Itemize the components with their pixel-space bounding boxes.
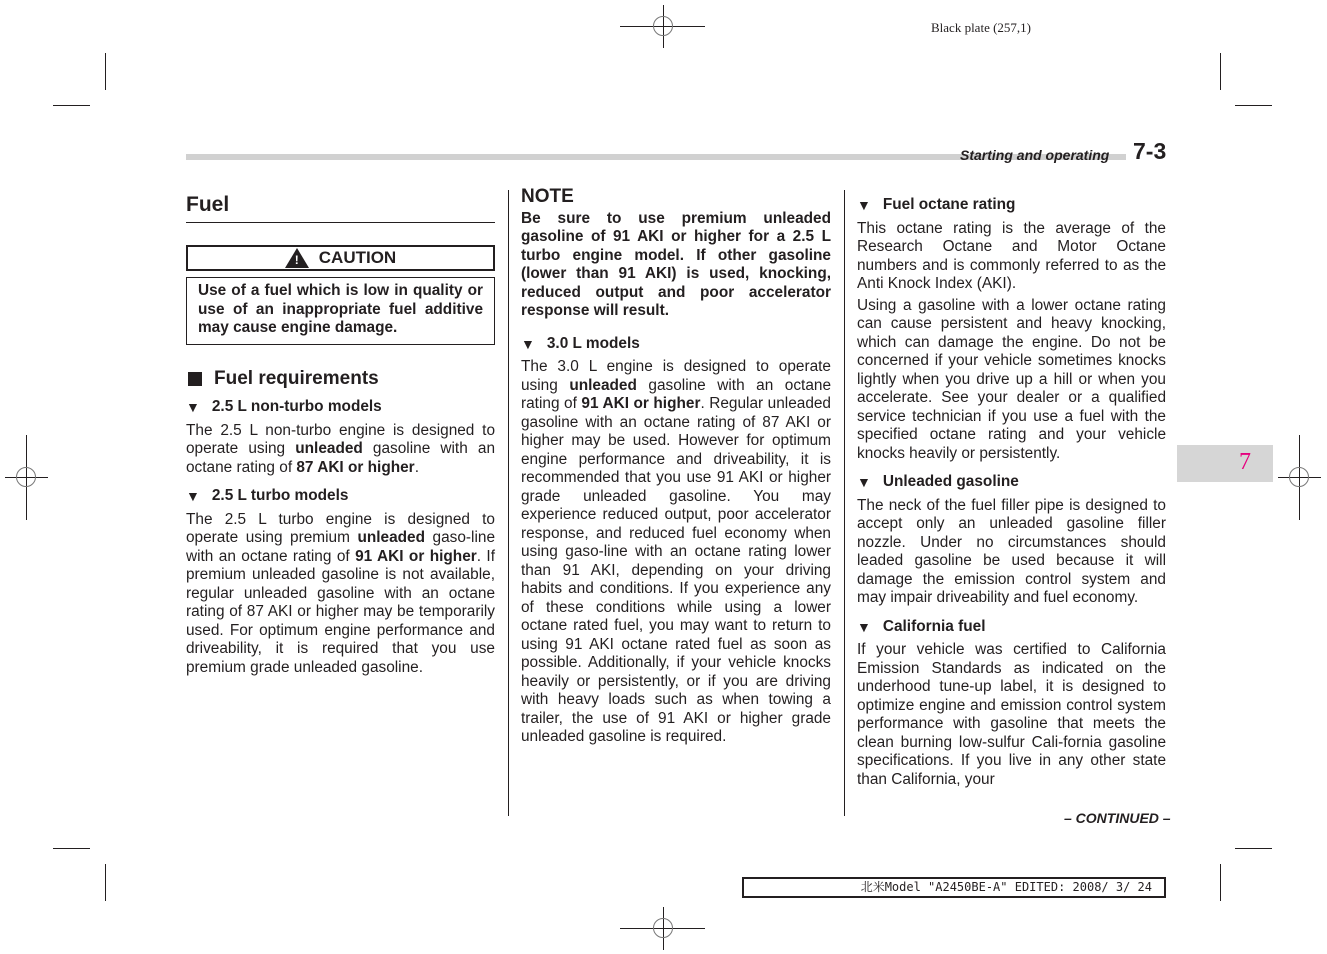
crop-mark <box>53 105 90 106</box>
subsection-heading: ▼ Unleaded gasoline <box>857 473 1019 490</box>
section-heading: Fuel requirements <box>186 370 495 389</box>
crop-mark <box>105 864 106 901</box>
plate-label: Black plate (257,1) <box>931 20 1031 35</box>
note-title: NOTE <box>521 186 574 207</box>
crop-mark <box>1220 864 1221 901</box>
paragraph: If your vehicle was certified to California Emission Standards as indicated on the underhood tune-up label, it is designed to optimize engine and emission control system performance with gasoline that meets the clean burning low-sulfur Cali-fornia gasoline specifications. If you live in any other state than California, your <box>857 641 1166 788</box>
column-1 <box>186 190 495 677</box>
triangle-down-icon: ▼ <box>857 618 871 635</box>
triangle-down-icon: ▼ <box>521 335 535 352</box>
chapter-tab-number: 7 <box>1239 449 1251 475</box>
page-number: 7-3 <box>1133 138 1167 164</box>
triangle-down-icon: ▼ <box>186 488 200 504</box>
model-info-box: 北米Model "A2450BE-A" EDITED: 2008/ 3/ 24 <box>742 877 1166 898</box>
column-divider <box>508 190 509 816</box>
crop-mark <box>1235 848 1272 849</box>
paragraph: The neck of the fuel filler pipe is designed to accept only an unleaded gasoline filler nozzle. Under no circumstances should leaded gasoline be used because it will damage the emission control system and may impair driveability and fuel economy. <box>857 496 1166 606</box>
page-title: Fuel <box>186 190 495 223</box>
column-divider <box>844 190 845 816</box>
caution-text: Use of a fuel which is low in quality or use of an inappropriate fuel additive may cause engine damage. <box>198 282 483 336</box>
square-bullet-icon <box>188 372 202 386</box>
caution-header <box>186 245 495 271</box>
paragraph: The 2.5 L non-turbo engine is designed to operate using unleaded gasoline with an octane rating of 87 AKI or higher. <box>186 421 496 476</box>
subsection-heading: ▼ California fuel <box>857 617 986 635</box>
crop-mark <box>105 53 106 90</box>
paragraph: This octane rating is the average of the Research Octane and Motor Octane numbers and is commonly referred to as the Anti Knock Index (AKI). <box>857 219 1166 292</box>
caution-label: CAUTION <box>318 247 397 267</box>
section-name: Starting and operating <box>960 147 1110 163</box>
triangle-down-icon: ▼ <box>186 399 200 415</box>
subsection-heading: ▼ 3.0 L models <box>521 334 640 352</box>
column-3 <box>857 196 1166 789</box>
triangle-down-icon: ▼ <box>857 474 871 490</box>
crop-mark <box>1220 53 1221 90</box>
subsection-heading: ▼ 2.5 L non-turbo models <box>186 398 382 415</box>
note-text: Be sure to use premium unleaded gasoline of 91 AKI or higher for a 2.5 L turbo engine model. If other gasoline (lower than 91 AKI) is used, knocking, reduced output and poor accelerator response will result. <box>521 209 831 319</box>
warning-triangle-icon: ! <box>285 248 309 268</box>
subsection-heading: ▼ 2.5 L turbo models <box>186 487 349 504</box>
column-2 <box>521 188 831 747</box>
paragraph: The 2.5 L turbo engine is designed to operate using premium unleaded gaso-line with an octane rating of 91 AKI or higher. If premium unleaded gasoline is not available, regular unleaded gasoline with an octane rating of 87 AKI or higher may be temporarily used. For optimum engine performance and driveability, it is required that you use premium grade unleaded gasoline. <box>186 510 496 676</box>
caution-box <box>186 277 495 345</box>
chapter-tab[interactable] <box>1177 445 1273 482</box>
crop-mark <box>53 848 90 849</box>
paragraph: Using a gasoline with a lower octane rating can cause persistent and heavy knocking, which can damage the engine. Do not be concerned if your vehicle sometimes knocks lightly when you drive up a hill or when you accelerate. See your dealer or a qualified service technician if you use a fuel with the specified octane rating and your vehicle knocks heavily or persistently. <box>857 296 1166 462</box>
crop-mark <box>1235 105 1272 106</box>
triangle-down-icon: ▼ <box>857 197 871 213</box>
continued-label: – CONTINUED – <box>1064 810 1171 826</box>
paragraph: The 3.0 L engine is designed to operate using unleaded gasoline with an octane rating of 91 AKI or higher. Regular unleaded gasoline with an octane rating of 87 AKI or higher may be used. However for optimum engine performance and driveability, it is recommended that you use 91 AKI or higher grade unleaded gasoline. You may experience reduced output, poor accelerator response, and reduced fuel economy when using gaso-line with an octane rating lower than 91 AKI, depending on your driving habits and conditions. If you experience any of these conditions while using a lower octane rated fuel, you may want to return to using 91 AKI octane rated fuel as soon as possible. Additionally, if your vehicle knocks heavily or persistently, or if you are driving with heavy loads such as when towing a trailer, the use of 91 AKI or higher grade unleaded gasoline is required. <box>521 358 831 745</box>
subsection-heading: ▼ Fuel octane rating <box>857 196 1016 213</box>
